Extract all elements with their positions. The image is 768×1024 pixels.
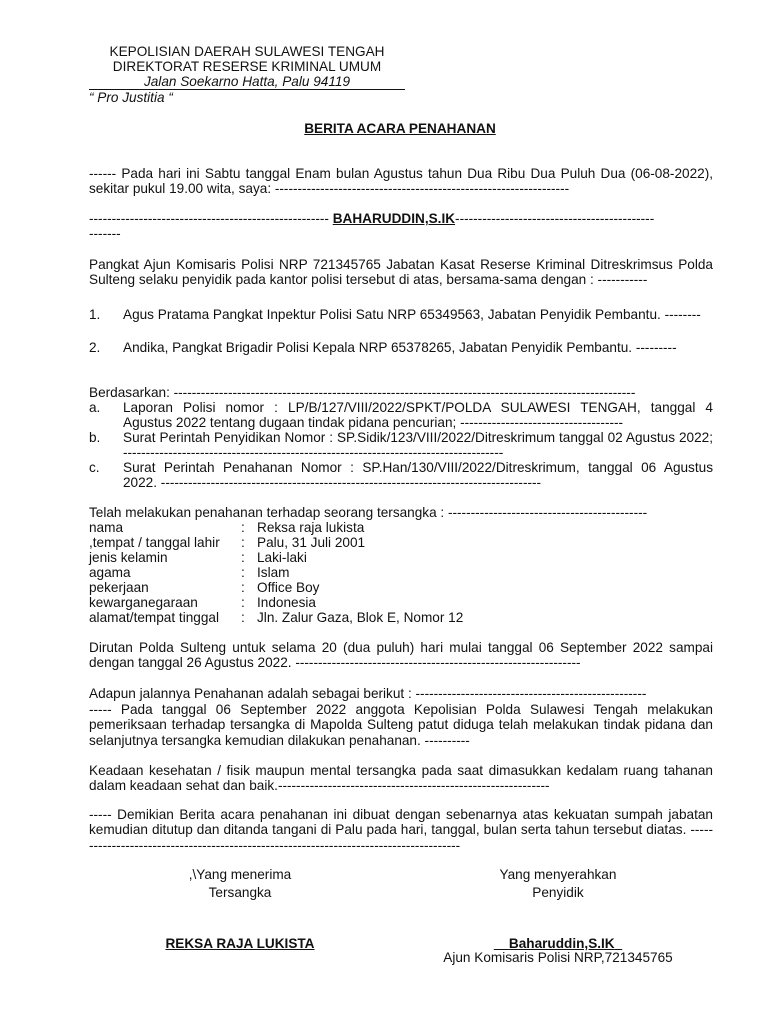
basis-text: Laporan Polisi nomor : LP/B/127/VIII/2022/SPKT/POLDA SULAWESI TENGAH, tanggal 4 Agustus 2022 tentang dugaan tindak pidana pencurian; ------------------------------------ (123, 400, 713, 431)
signature-right-rank: Ajun Komisaris Polisi NRP,721345765 (443, 950, 673, 965)
field-label: agama (89, 565, 131, 580)
document-title: BERITA ACARA PENAHANAN (304, 121, 496, 136)
field-colon: : (241, 550, 245, 565)
field-colon: : (241, 520, 245, 535)
assistant-text: Andika, Pangkat Brigadir Polisi Kepala NRP 65378265, Jabatan Penyidik Pembantu. --------- (123, 340, 677, 355)
field-colon: : (241, 580, 245, 595)
field-colon: : (241, 610, 245, 625)
signature-right-name-value: Baharuddin,S.IK (508, 936, 615, 951)
officer-dashes-left: ----------------------------------------------------- (89, 211, 333, 226)
basis-letter: c. (89, 460, 100, 475)
field-label: jenis kelamin (89, 550, 168, 565)
field-colon: : (241, 595, 245, 610)
field-value: Palu, 31 Juli 2001 (257, 535, 366, 550)
field-label: ,tempat / tanggal lahir (89, 535, 220, 550)
field-label: pekerjaan (89, 580, 149, 595)
field-label: nama (89, 520, 124, 535)
field-value: Jln. Zalur Gaza, Blok E, Nomor 12 (257, 610, 464, 625)
field-value: Office Boy (257, 580, 320, 595)
officer-name-line (89, 211, 713, 226)
field-label: alamat/tempat tinggal (89, 610, 219, 625)
field-label: kewarganegaraan (89, 595, 198, 610)
detention-paragraph: Dirutan Polda Sulteng untuk selama 20 (dua puluh) hari mulai tanggal 06 September 2022 sampai dengan tanggal 26 Agustus 2022. --------------------------------------------------------------- (89, 640, 713, 671)
signature-left-name: REKSA RAJA LUKISTA (165, 936, 315, 951)
basis-text: Surat Perintah Penahanan Nomor : SP.Han/130/VIII/2022/Ditreskrimum, tanggal 06 Agustus 2022. ------------------------------------------------------------------------------------ (123, 460, 713, 491)
field-value: Reksa raja lukista (257, 520, 365, 535)
header-directorate: DIREKTORAT RESERSE KRIMINAL UMUM (112, 59, 382, 74)
rank-paragraph: Pangkat Ajun Komisaris Polisi NRP 721345765 Jabatan Kasat Reserse Kriminal Ditreskrimsus Polda Sulteng selaku penyidik pada kantor polisi tersebut di atas, bersama-sama dengan : ----------- (89, 257, 713, 288)
closing-paragraph: ----- Demikian Berita acara penahanan ini dibuat dengan sebenarnya atas kekuatan sumpah jabatan kemudian ditutup dan ditanda tangani di Palu pada hari, tanggal, bulan serta tahun tersebut diatas. --------------------------------------------------------------------------------------- (89, 807, 713, 853)
signature-right-title: Penyidik (532, 885, 584, 900)
basis-letter: a. (89, 400, 101, 415)
field-colon: : (241, 535, 245, 550)
intro-paragraph: ------ Pada hari ini Sabtu tanggal Enam bulan Agustus tahun Dua Ribu Dua Puluh Dua (06-08-2022), sekitar pukul 19.00 wita, saya: ----------------------------------------------------------------- (89, 166, 713, 197)
officer-dashes-wrap: ------- (89, 226, 121, 241)
process-paragraph: ----- Pada tanggal 06 September 2022 anggota Kepolisian Polda Sulawesi Tengah melakukan pemeriksaan terhadap tersangka di Mapolda Sulteng patut diduga telah melakukan tindak pidana dan selanjutnya tersangka kemudian dilakukan penahanan. ---------- (89, 702, 713, 748)
basis-text: Surat Perintah Penyidikan Nomor : SP.Sidik/123/VIII/2022/Ditreskrimum tanggal 02 Agustus 2022; ------------------------------------------------------------------------------------ (123, 430, 713, 461)
field-value: Laki-laki (257, 550, 307, 565)
field-value: Indonesia (257, 595, 316, 610)
signature-right-name-text (494, 936, 622, 951)
suspect-intro: Telah melakukan penahanan terhadap seorang tersangka : -------------------------------------------- (89, 505, 648, 520)
field-value: Islam (257, 565, 290, 580)
assistant-text: Agus Pratama Pangkat Inpektur Polisi Satu NRP 65349563, Jabatan Penyidik Pembantu. -------- (123, 307, 701, 322)
basis-label: Berdasarkan: ------------------------------------------------------------------------------------------------------ (89, 385, 636, 400)
process-label: Adapun jalannya Penahanan adalah sebagai berikut : --------------------------------------------------- (89, 686, 647, 701)
header-pro-justitia: “ Pro Justitia “ (89, 90, 173, 105)
header-institution: KEPOLISIAN DAERAH SULAWESI TENGAH (109, 44, 385, 59)
field-colon: : (241, 565, 245, 580)
basis-letter: b. (89, 430, 101, 445)
signature-right-role: Yang menyerahkan (499, 867, 617, 882)
signature-left-role: ,\Yang menerima (188, 867, 292, 882)
header-address: Jalan Soekarno Hatta, Palu 94119 (89, 74, 405, 90)
officer-name: BAHARUDDIN,S.IK (332, 211, 456, 226)
assistant-number: 2. (89, 340, 101, 355)
officer-dashes-right: -------------------------------------------- (455, 211, 655, 226)
assistant-number: 1. (89, 307, 101, 322)
signature-left-title: Tersangka (208, 885, 272, 900)
health-paragraph: Keadaan kesehatan / fisik maupun mental tersangka pada saat dimasukkan kedalam ruang tahanan dalam keadaan sehat dan baik.------------------------------------------------------------ (89, 763, 713, 794)
